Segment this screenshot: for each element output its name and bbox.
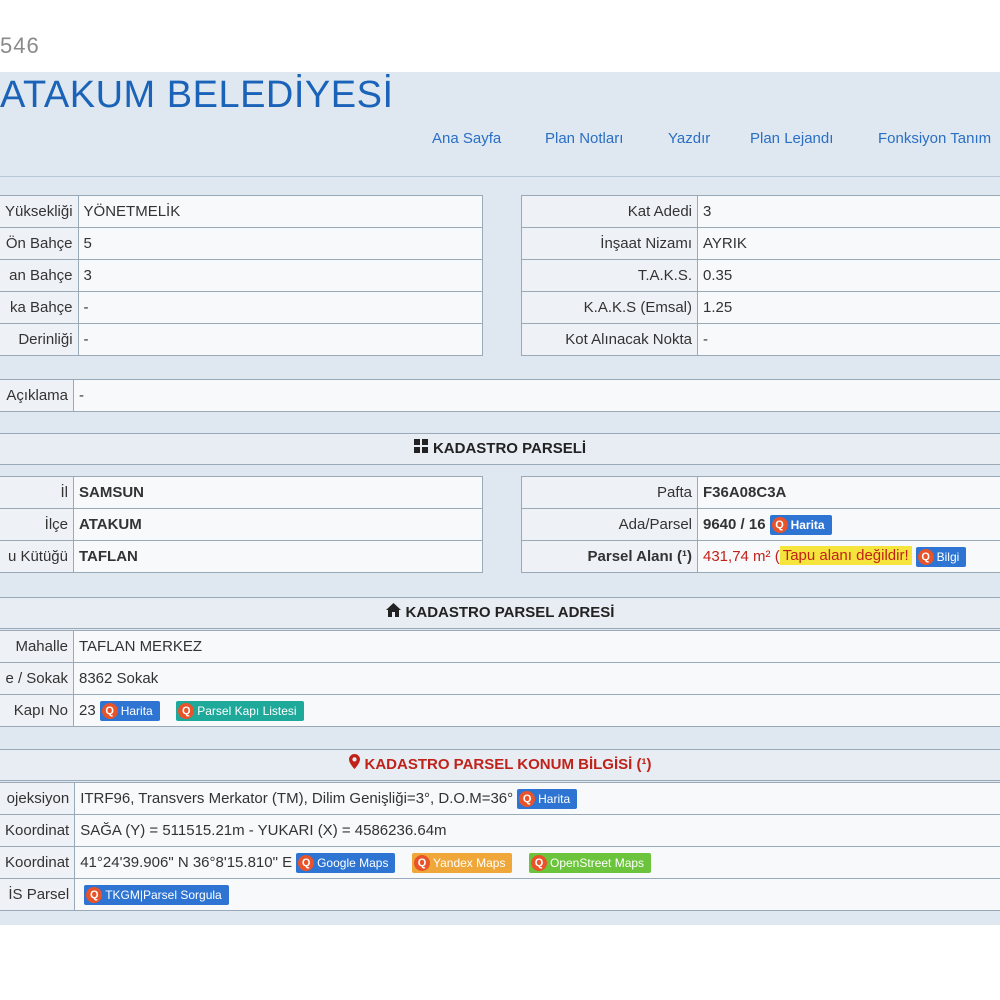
kadastro-right-table bbox=[521, 476, 1000, 573]
row-value bbox=[698, 541, 1000, 573]
row-value: TAFLAN MERKEZ bbox=[74, 631, 1000, 663]
button-label: Harita bbox=[538, 791, 571, 806]
search-map-icon: Q bbox=[178, 703, 194, 719]
parsel-kapi-listesi-button[interactable] bbox=[176, 701, 303, 721]
row-value: SAMSUN bbox=[74, 477, 483, 509]
row-label: T.A.K.S. bbox=[522, 260, 698, 292]
section-konum-bilgisi bbox=[0, 749, 1000, 781]
table-row bbox=[522, 324, 1000, 356]
table-row bbox=[522, 292, 1000, 324]
section-title: KADASTRO PARSELİ bbox=[432, 440, 587, 457]
harita-button[interactable] bbox=[100, 701, 160, 721]
row-value: ATAKUM bbox=[74, 509, 483, 541]
row-label: Açıklama bbox=[0, 380, 74, 412]
search-map-icon: Q bbox=[298, 855, 314, 871]
home-icon bbox=[386, 598, 401, 628]
row-label: ojeksiyon bbox=[0, 783, 75, 815]
row-label: Parsel Alanı (¹) bbox=[522, 541, 698, 573]
harita-button[interactable] bbox=[770, 515, 832, 535]
koordinat-value: 41°24'39.906" N 36°8'15.810" E bbox=[80, 853, 293, 871]
row-label: Pafta bbox=[522, 477, 698, 509]
table-row bbox=[0, 380, 1000, 412]
search-map-icon: Q bbox=[918, 549, 934, 565]
bilgi-button[interactable] bbox=[916, 547, 967, 567]
aciklama-table bbox=[0, 379, 1000, 412]
row-value bbox=[75, 847, 1000, 879]
row-label: Mahalle bbox=[0, 631, 74, 663]
nav-yazdir[interactable]: Yazdır bbox=[668, 130, 711, 147]
button-label: OpenStreet Maps bbox=[550, 855, 645, 870]
row-label: Derinliği bbox=[0, 324, 78, 356]
search-map-icon: Q bbox=[531, 855, 547, 871]
button-label: Harita bbox=[790, 517, 825, 532]
search-map-icon: Q bbox=[86, 887, 102, 903]
kadastro-left-table bbox=[0, 476, 483, 573]
top-nav bbox=[0, 130, 1000, 152]
search-map-icon: Q bbox=[519, 791, 535, 807]
table-row bbox=[0, 324, 483, 356]
open-paren: ( bbox=[774, 547, 780, 565]
adres-table bbox=[0, 630, 1000, 727]
divider bbox=[0, 176, 1000, 177]
row-label: Yüksekliği bbox=[0, 196, 78, 228]
row-label: an Bahçe bbox=[0, 260, 78, 292]
table-row bbox=[522, 509, 1000, 541]
yandex-maps-button[interactable] bbox=[412, 853, 513, 873]
row-value: F36A08C3A bbox=[698, 477, 1000, 509]
row-value: 1.25 bbox=[698, 292, 1000, 324]
table-row bbox=[522, 228, 1000, 260]
table-row bbox=[522, 541, 1000, 573]
plan-right-table bbox=[521, 195, 1000, 356]
row-value bbox=[698, 509, 1000, 541]
row-label: İlçe bbox=[0, 509, 74, 541]
search-map-icon: Q bbox=[772, 517, 788, 533]
row-label: ka Bahçe bbox=[0, 292, 78, 324]
ada-parsel-value: 9640 / 16 bbox=[703, 515, 766, 533]
plan-left-table bbox=[0, 195, 483, 356]
row-label: Kat Adedi bbox=[522, 196, 698, 228]
table-row bbox=[522, 260, 1000, 292]
nav-plan-lejandi[interactable]: Plan Lejandı bbox=[750, 130, 834, 147]
row-label: İS Parsel bbox=[0, 879, 75, 911]
row-value: 8362 Sokak bbox=[74, 663, 1000, 695]
grid-icon bbox=[414, 434, 428, 464]
row-value: YÖNETMELİK bbox=[78, 196, 482, 228]
table-row bbox=[0, 631, 1000, 663]
section-kadastro-parseli bbox=[0, 433, 1000, 465]
row-value: 3 bbox=[78, 260, 482, 292]
nav-fonksiyon-tanim[interactable]: Fonksiyon Tanım bbox=[878, 130, 992, 147]
search-map-icon: Q bbox=[102, 703, 118, 719]
row-value: - bbox=[698, 324, 1000, 356]
row-value bbox=[74, 695, 1000, 727]
button-label: Yandex Maps bbox=[432, 855, 506, 870]
row-label: Koordinat bbox=[0, 815, 75, 847]
row-label: e / Sokak bbox=[0, 663, 74, 695]
section-title: KADASTRO PARSEL ADRESİ bbox=[405, 604, 615, 621]
table-row bbox=[522, 477, 1000, 509]
table-row bbox=[0, 477, 483, 509]
row-label: Kapı No bbox=[0, 695, 74, 727]
row-value bbox=[75, 879, 1000, 911]
button-label: Google Maps bbox=[317, 855, 389, 870]
row-value: AYRIK bbox=[698, 228, 1000, 260]
main-panel bbox=[0, 72, 1000, 925]
row-value: SAĞA (Y) = 511515.21m - YUKARI (X) = 4586236.64m bbox=[75, 815, 1000, 847]
search-map-icon: Q bbox=[414, 855, 430, 871]
row-value: TAFLAN bbox=[74, 541, 483, 573]
table-row bbox=[0, 292, 483, 324]
parsel-alani-value: 431,74 m² bbox=[703, 547, 771, 565]
tapu-warning: Tapu alanı değildir! bbox=[780, 546, 912, 565]
row-value bbox=[75, 783, 1000, 815]
table-row bbox=[522, 196, 1000, 228]
page-title: ATAKUM BELEDİYESİ bbox=[0, 74, 394, 116]
row-label: İl bbox=[0, 477, 74, 509]
tkgm-parsel-sorgula-button[interactable] bbox=[84, 885, 229, 905]
section-parsel-adresi bbox=[0, 597, 1000, 629]
section-title: KADASTRO PARSEL KONUM BİLGİSİ (¹) bbox=[364, 756, 652, 773]
table-row bbox=[0, 260, 483, 292]
projeksiyon-value: ITRF96, Transvers Merkator (TM), Dilim Genişliği=3°, D.O.M=36° bbox=[80, 789, 514, 807]
konum-table bbox=[0, 782, 1000, 911]
kapi-no-value: 23 bbox=[79, 701, 96, 719]
row-label: u Kütüğü bbox=[0, 541, 74, 573]
button-label: Parsel Kapı Listesi bbox=[197, 703, 297, 718]
row-label: İnşaat Nizamı bbox=[522, 228, 698, 260]
row-label: Ön Bahçe bbox=[0, 228, 78, 260]
row-value: - bbox=[78, 324, 482, 356]
row-value: 0.35 bbox=[698, 260, 1000, 292]
table-row bbox=[0, 815, 1000, 847]
row-value: 3 bbox=[698, 196, 1000, 228]
table-row bbox=[0, 695, 1000, 727]
row-label: Kot Alınacak Nokta bbox=[522, 324, 698, 356]
row-value: - bbox=[78, 292, 482, 324]
table-row bbox=[0, 847, 1000, 879]
button-label: TKGM|Parsel Sorgula bbox=[105, 887, 222, 902]
table-row bbox=[0, 509, 483, 541]
button-label: Bilgi bbox=[936, 549, 960, 564]
row-label: K.A.K.S (Emsal) bbox=[522, 292, 698, 324]
table-row bbox=[0, 196, 483, 228]
nav-ana-sayfa[interactable]: Ana Sayfa bbox=[432, 130, 502, 147]
nav-plan-notlari[interactable]: Plan Notları bbox=[545, 130, 624, 147]
record-number: 546 bbox=[0, 33, 40, 58]
table-row bbox=[0, 879, 1000, 911]
table-row bbox=[0, 228, 483, 260]
harita-button[interactable] bbox=[517, 789, 577, 809]
google-maps-button[interactable] bbox=[296, 853, 395, 873]
table-row bbox=[0, 783, 1000, 815]
map-marker-icon bbox=[349, 750, 360, 780]
row-value: - bbox=[74, 380, 1000, 412]
row-label: Ada/Parsel bbox=[522, 509, 698, 541]
button-label: Harita bbox=[120, 703, 153, 718]
openstreet-maps-button[interactable] bbox=[529, 853, 651, 873]
table-row bbox=[0, 541, 483, 573]
table-row bbox=[0, 663, 1000, 695]
row-label: Koordinat bbox=[0, 847, 75, 879]
row-value: 5 bbox=[78, 228, 482, 260]
